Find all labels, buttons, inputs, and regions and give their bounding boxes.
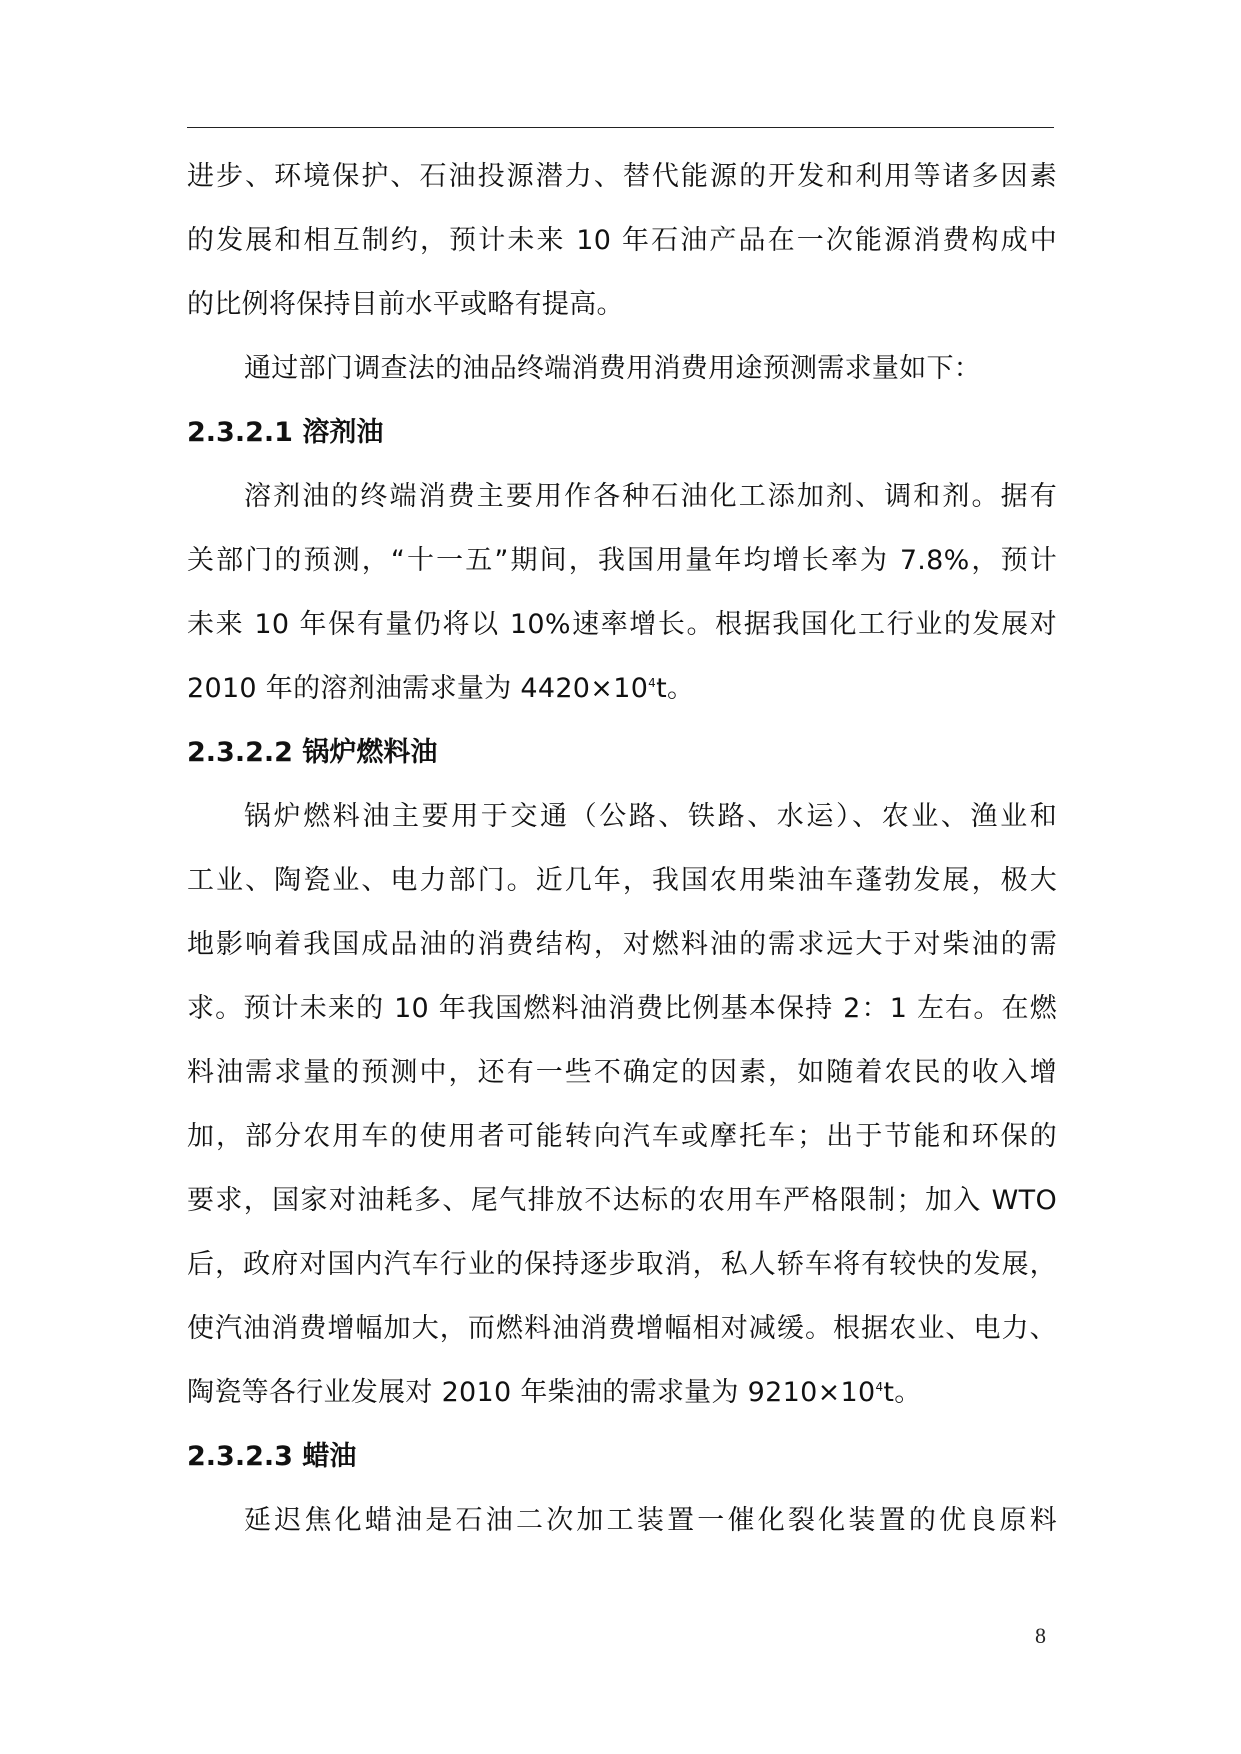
header-rule: [187, 127, 1054, 128]
paragraph-line: [187, 1361, 1057, 1425]
text-run: 2010 年的溶剂油需求量为 4420×10: [187, 673, 649, 704]
paragraph-line: [187, 657, 1057, 721]
paragraph-line: 进步、环境保护、石油投源潜力、替代能源的开发和利用等诸多因素: [187, 161, 1057, 192]
paragraph-line: 的比例将保持目前水平或略有提高。: [187, 289, 624, 320]
document-body: [187, 145, 1057, 1553]
paragraph-line: 地影响着我国成品油的消费结构，对燃料油的需求远大于对柴油的需: [187, 929, 1057, 960]
paragraph-line: 溶剂油的终端消费主要用作各种石油化工添加剂、调和剂。据有: [244, 481, 1057, 512]
superscript: 4: [648, 676, 657, 690]
paragraph-line: 要求，国家对油耗多、尾气排放不达标的农用车严格限制；加入 WTO: [187, 1185, 1057, 1216]
paragraph-line: 的发展和相互制约，预计未来 10 年石油产品在一次能源消费构成中: [187, 225, 1057, 256]
text-run: t。: [656, 673, 695, 704]
paragraph-line: 关部门的预测，“十一五”期间，我国用量年均增长率为 7.8%，预计: [187, 545, 1057, 576]
paragraph-line: 使汽油消费增幅加大，而燃料油消费增幅相对减缓。根据农业、电力、: [187, 1313, 1057, 1344]
paragraph-line: 延迟焦化蜡油是石油二次加工装置一催化裂化装置的优良原料: [244, 1505, 1057, 1536]
section-heading-solvent-oil: 2.3.2.1 溶剂油: [187, 417, 384, 448]
page-number: 8: [1035, 1623, 1046, 1648]
paragraph-line: 求。预计未来的 10 年我国燃料油消费比例基本保持 2：1 左右。在燃: [187, 993, 1057, 1024]
text-run: 陶瓷等各行业发展对 2010 年柴油的需求量为 9210×10: [187, 1377, 876, 1408]
superscript: 4: [875, 1380, 884, 1394]
text-run: t。: [883, 1377, 922, 1408]
paragraph-line: 工业、陶瓷业、电力部门。近几年，我国农用柴油车蓬勃发展，极大: [187, 865, 1057, 896]
paragraph-line: 通过部门调查法的油品终端消费用消费用途预测需求量如下：: [244, 353, 982, 384]
paragraph-line: 料油需求量的预测中，还有一些不确定的因素，如随着农民的收入增: [187, 1057, 1057, 1088]
section-heading-boiler-fuel-oil: 2.3.2.2 锅炉燃料油: [187, 737, 438, 768]
section-heading-wax-oil: 2.3.2.3 蜡油: [187, 1441, 357, 1472]
paragraph-line: 后，政府对国内汽车行业的保持逐步取消，私人轿车将有较快的发展，: [187, 1249, 1057, 1280]
paragraph-line: 加，部分农用车的使用者可能转向汽车或摩托车；出于节能和环保的: [187, 1121, 1057, 1152]
paragraph-line: 锅炉燃料油主要用于交通（公路、铁路、水运）、农业、渔业和: [244, 801, 1057, 832]
paragraph-line: 未来 10 年保有量仍将以 10%速率增长。根据我国化工行业的发展对: [187, 609, 1057, 640]
